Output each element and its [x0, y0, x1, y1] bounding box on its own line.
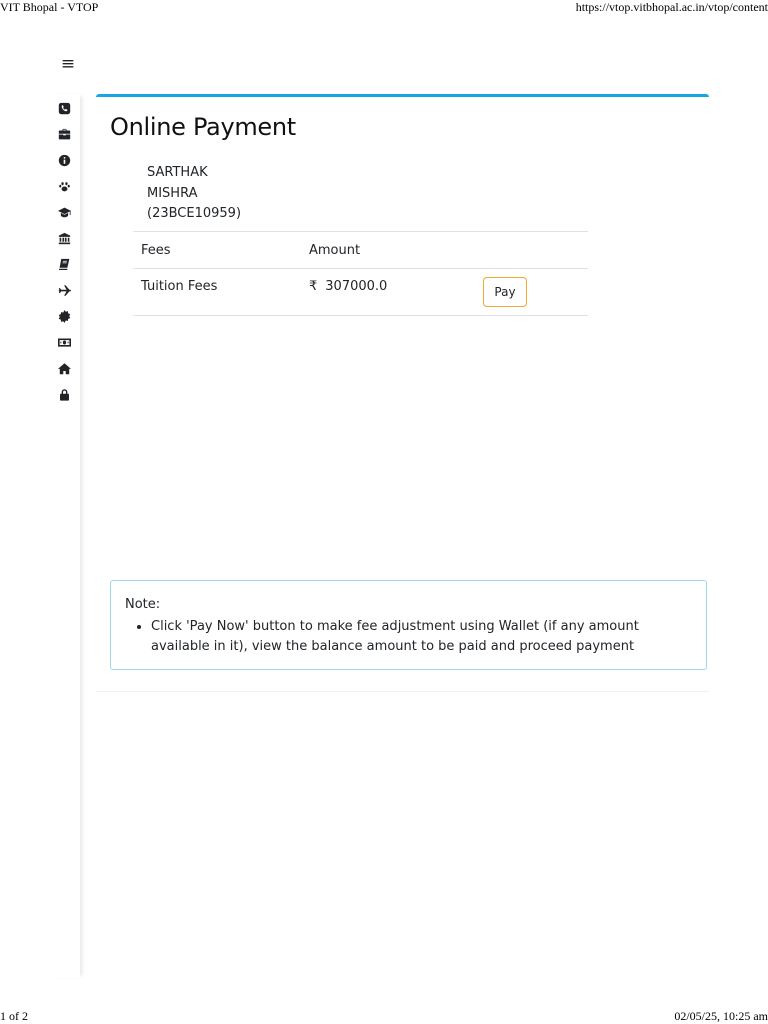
page-title: Online Payment	[110, 113, 296, 141]
note-item: • Click 'Pay Now' button to make fee adjustment using Wallet (if any amount available in it), view the balance amount to be paid and proceed payment	[151, 617, 671, 657]
note-label: Note:	[125, 597, 161, 612]
pay-button[interactable]: Pay	[483, 277, 527, 307]
student-last-name: MISHRA	[147, 185, 198, 201]
note-list	[137, 617, 671, 657]
hamburger-icon[interactable]: ≡	[60, 54, 76, 74]
paw-icon[interactable]	[56, 179, 72, 193]
home-icon[interactable]	[56, 361, 72, 375]
print-footer-datetime: 02/05/25, 10:25 am	[674, 1009, 768, 1023]
table-row	[133, 269, 588, 316]
amount-cell	[309, 269, 479, 316]
fee-name-cell	[133, 269, 309, 316]
student-info	[147, 163, 241, 225]
fees-table	[133, 231, 588, 316]
action-cell	[479, 269, 588, 316]
print-header-url: https://vtop.vitbhopal.ac.in/vtop/content	[575, 0, 768, 14]
book-icon[interactable]	[56, 257, 72, 271]
plane-icon[interactable]	[56, 283, 72, 297]
sidebar	[48, 94, 80, 978]
student-first-name: SARTHAK	[147, 165, 208, 180]
university-icon[interactable]	[56, 231, 72, 245]
note-box	[110, 580, 707, 670]
action-header	[479, 232, 588, 269]
phone-icon[interactable]	[56, 101, 72, 115]
amount-value	[309, 269, 479, 294]
amount-header: Amount	[309, 232, 479, 269]
money-bill-icon[interactable]	[56, 335, 72, 349]
amount-text: 307000.0	[325, 279, 388, 294]
certificate-icon[interactable]	[56, 309, 72, 323]
fees-header: Fees	[133, 232, 309, 269]
fee-name: Tuition Fees	[141, 279, 218, 294]
print-header-title: VIT Bhopal - VTOP	[0, 0, 99, 14]
lock-icon[interactable]	[56, 387, 72, 401]
student-reg-no: (23BCE10959)	[147, 206, 242, 221]
briefcase-icon[interactable]	[56, 127, 72, 141]
graduation-cap-icon[interactable]	[56, 205, 72, 219]
card-divider	[96, 691, 709, 692]
rupee-icon: ₹	[309, 279, 318, 294]
info-icon[interactable]	[56, 153, 72, 167]
print-footer-page: 1 of 2	[0, 1009, 28, 1023]
table-header-row	[133, 232, 588, 269]
